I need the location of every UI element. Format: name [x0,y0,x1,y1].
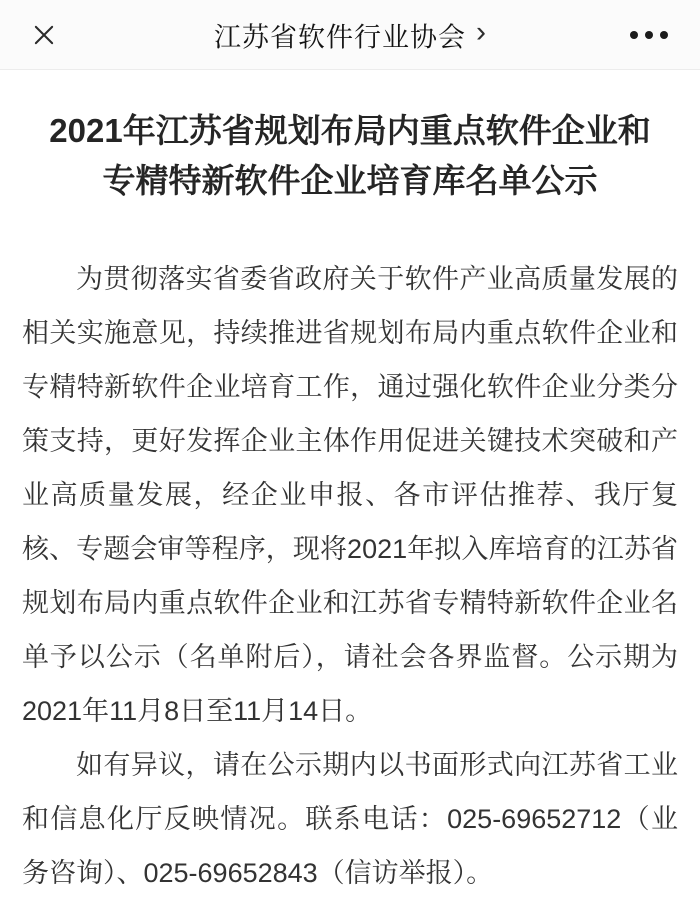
close-button[interactable] [22,13,66,57]
topbar [0,0,700,70]
article-paragraph-1: 为贯彻落实省委省政府关于软件产业高质量发展的相关实施意见，持续推进省规划布局内重点软件企业和专精特新软件企业培育工作，通过强化软件企业分类分策支持，更好发挥企业主体作用促进关键技术突破和产业高质量发展，经企业申报、各市评估推荐、我厅复核、专题会审等程序，现将2021年拟入库培育的江苏省规划布局内重点软件企业和江苏省专精特新软件企业名单予以公示（名单附后），请社会各界监督。公示期为2021年11月8日至11月14日。 [22,264,678,726]
ellipsis-icon [630,31,668,39]
article-title-line2: 专精特新软件企业培育库名单公示 [102,162,598,199]
chevron-right-icon: › [476,15,486,49]
article-paragraph-2: 如有异议，请在公示期内以书面形式向江苏省工业和信息化厅反映情况。联系电话：025-69652712（业务咨询）、025-69652843（信访举报）。 [22,750,678,888]
close-icon [31,22,57,48]
account-title: 江苏省软件行业协会 [214,22,466,52]
article-title-line1: 2021年江苏省规划布局内重点软件企业和 [49,112,651,149]
article-body [0,70,700,909]
article-title [22,106,678,206]
ellipsis-dot [645,31,653,39]
account-title-link[interactable] [214,15,486,54]
more-button[interactable] [626,13,672,57]
ellipsis-dot [660,31,668,39]
ellipsis-dot [630,31,638,39]
